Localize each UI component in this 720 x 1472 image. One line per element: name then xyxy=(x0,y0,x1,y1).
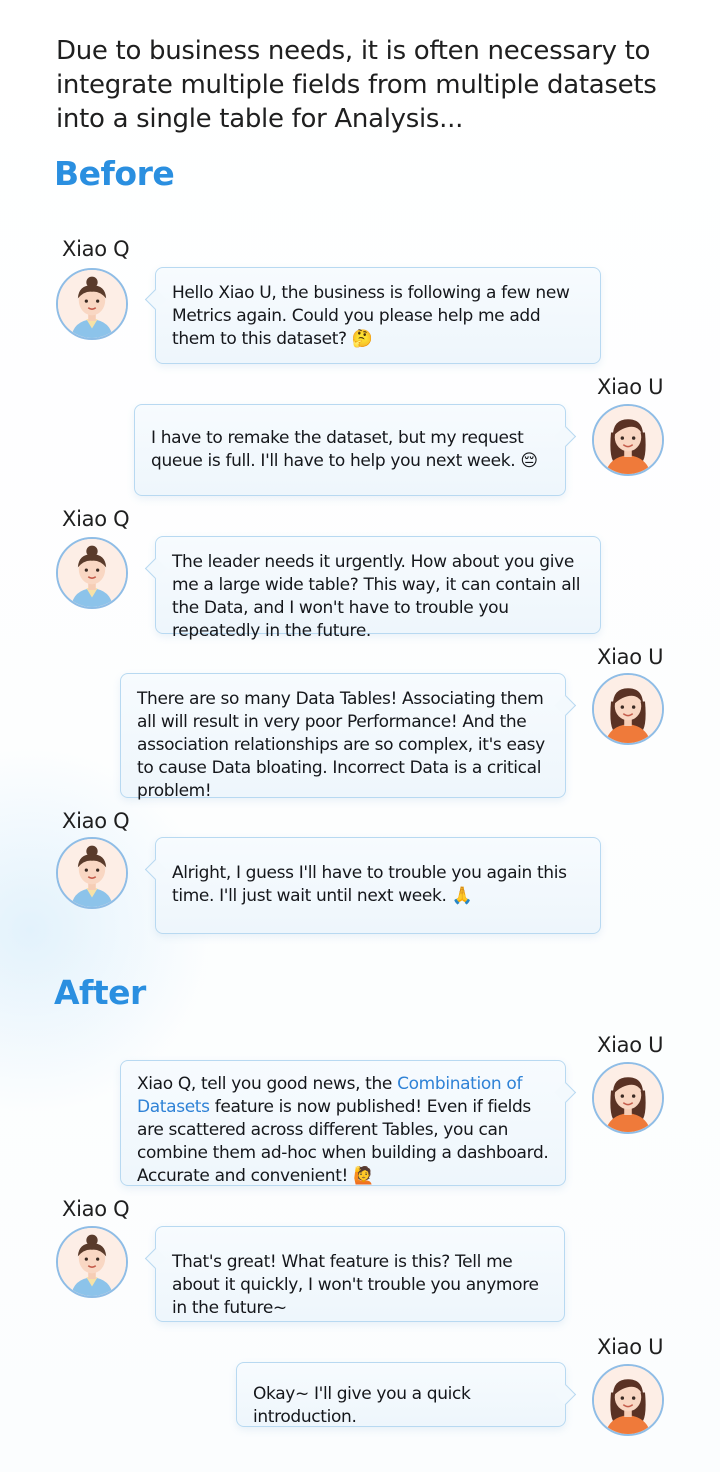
raising-hand-icon: 🙋 xyxy=(353,1166,374,1186)
chat-bubble xyxy=(155,267,601,364)
chat-bubble xyxy=(120,673,566,801)
boy-avatar-icon xyxy=(56,837,128,909)
girl-avatar-icon xyxy=(592,1062,664,1134)
pensive-face-icon: 😔 xyxy=(520,451,538,471)
chat-bubble xyxy=(155,837,601,934)
message-text: The leader needs it urgently. How about you give me a large wide table? This way, it can contain all the Data, and I won't have to trouble you repeatedly in the future. xyxy=(172,552,581,641)
message-text: I have to remake the dataset, but my request queue is full. I'll have to help you next week. xyxy=(151,428,524,471)
speaker-name-u: Xiao U xyxy=(597,375,664,399)
chat-bubble xyxy=(155,1226,565,1322)
message-text: Alright, I guess I'll have to trouble you again this time. I'll just wait until next week. xyxy=(172,863,567,906)
message-text: Xiao Q, tell you good news, the xyxy=(137,1074,398,1094)
combination-of-datasets-link[interactable]: Combination of Datasets xyxy=(137,1074,523,1117)
before-heading: Before xyxy=(54,154,175,193)
speaker-name-q: Xiao Q xyxy=(62,809,130,833)
message-text: There are so many Data Tables! Associating them all will result in very poor Performance! And the association relationships are so complex, it's easy to cause Data bloating. Incorrect Data is a critical problem! xyxy=(137,689,545,801)
speaker-name-u: Xiao U xyxy=(597,1335,664,1359)
chat-bubble xyxy=(120,1060,566,1186)
chat-bubble xyxy=(155,536,601,641)
speaker-name-q: Xiao Q xyxy=(62,237,130,261)
speaker-name-u: Xiao U xyxy=(597,1033,664,1057)
speaker-name-q: Xiao Q xyxy=(62,507,130,531)
chat-bubble xyxy=(134,404,566,496)
message-text: Okay~ I'll give you a quick introduction. xyxy=(253,1384,471,1427)
message-text: Hello Xiao U, the business is following a few new Metrics again. Could you please help me add them to this dataset? xyxy=(172,283,570,349)
boy-avatar-icon xyxy=(56,1226,128,1298)
boy-avatar-icon xyxy=(56,537,128,609)
speaker-name-q: Xiao Q xyxy=(62,1197,130,1221)
message-text: feature is now published! Even if fields are scattered across different Tables, you can combine them ad-hoc when building a dashboard. Accurate and convenient! xyxy=(137,1097,549,1186)
thinking-face-icon: 🤔 xyxy=(351,329,373,349)
message-text: That's great! What feature is this? Tell me about it quickly, I won't trouble you anymore in the future~ xyxy=(172,1252,539,1318)
boy-avatar-icon xyxy=(56,268,128,340)
speaker-name-u: Xiao U xyxy=(597,645,664,669)
girl-avatar-icon xyxy=(592,673,664,745)
girl-avatar-icon xyxy=(592,1364,664,1436)
chat-bubble xyxy=(236,1362,566,1427)
after-heading: After xyxy=(54,973,146,1012)
praying-hands-icon: 🙏 xyxy=(451,886,473,906)
intro-text: Due to business needs, it is often necessary to integrate multiple fields from multiple datasets into a single table for Analysis... xyxy=(56,36,657,134)
girl-avatar-icon xyxy=(592,404,664,476)
